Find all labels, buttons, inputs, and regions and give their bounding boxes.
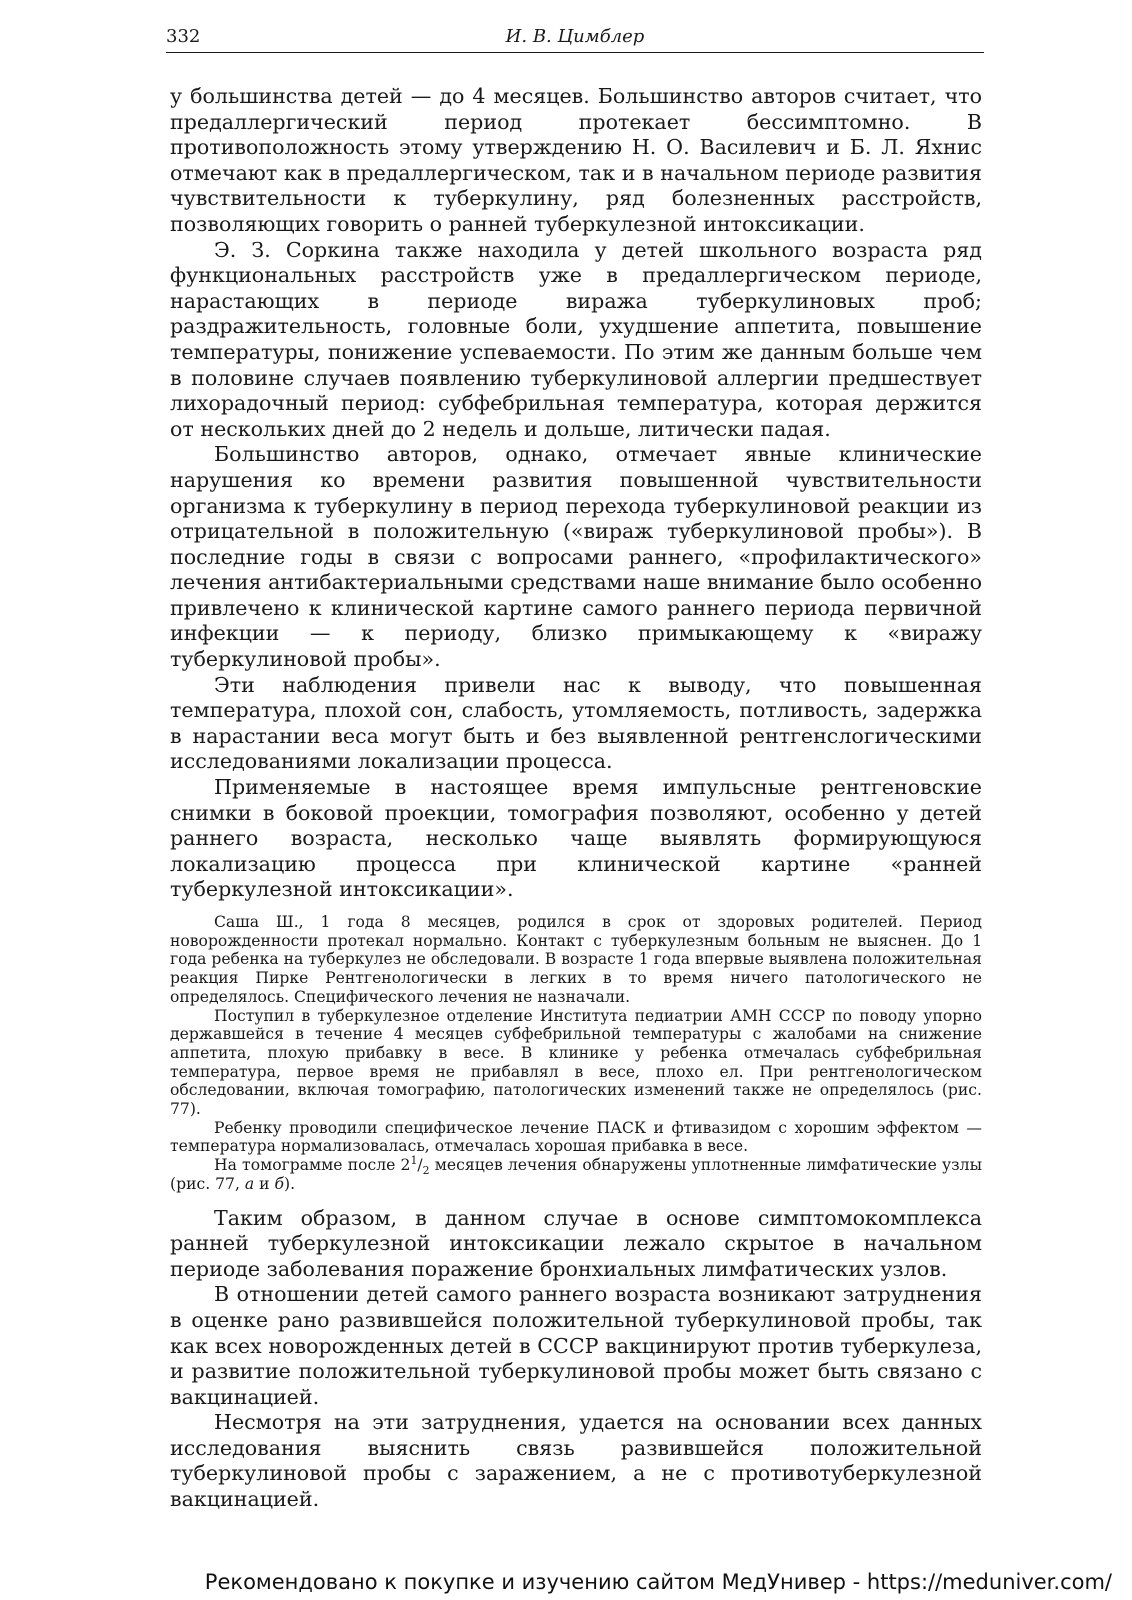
paragraph: Несмотря на эти затруднения, удается на основании всех данных исследования выяснить связь развившейся положительной туберкулиновой пробы с заражением, а не с противотуберкулезной вакцинацией. bbox=[170, 1410, 982, 1512]
page-number: 332 bbox=[166, 26, 201, 47]
case-text: ). bbox=[284, 1174, 296, 1193]
running-title: И. В. Цимблер bbox=[505, 26, 645, 47]
paragraph: Таким образом, в данном случае в основе симптомокомплекса ранней туберкулезной интоксикации лежало скрытое в начальном периоде заболевания поражение бронхиальных лимфатических узлов. bbox=[170, 1205, 982, 1281]
fraction-slash: / bbox=[417, 1156, 423, 1175]
paragraph: Большинство авторов, однако, отмечает явные клинические нарушения ко времени развития повышенной чувствительности организма к туберкулину в период перехода туберкулиновой реакции из отрицательной в положительную («вираж туберкулиновой пробы»). В последние годы в связи с вопросами раннего, «профилактического» лечения антибактериальными средствами наше внимание было особенно привлечено к клинической картине самого раннего периода первичной инфекции — к периоду, близко примыкающему к «виражу туберкулиновой пробы». bbox=[170, 442, 982, 672]
page-body bbox=[170, 84, 982, 1513]
case-report bbox=[170, 913, 982, 1194]
paragraph: Применяемые в настоящее время импульсные рентгеновские снимки в боковой проекции, томография позволяют, особенно у детей раннего возраста, несколько чаще выявлять формирующуюся локализацию процесса при клинической картине «ранней туберкулезной интоксикации». bbox=[170, 775, 982, 902]
case-paragraph-final bbox=[170, 1153, 982, 1193]
paragraph: у большинства детей — до 4 месяцев. Большинство авторов считает, что предаллергический период протекает бессимптомно. В противоположность этому утверждению Н. О. Василевич и Б. Л. Яхнис отмечают как в предаллергическом, так и в начальном периоде развития чувствительности к туберкулину, ряд болезненных расстройств, позволяющих говорить о ранней туберкулезной интоксикации. bbox=[170, 84, 982, 236]
case-text: месяцев лечения обнаружены уплотненные лимфатические узлы (рис. 77, bbox=[170, 1156, 982, 1193]
case-text: На томограмме после 2 bbox=[214, 1156, 411, 1175]
watermark-link[interactable]: Рекомендовано к покупке и изучению сайтом МедУнивер - https://meduniver.com/ bbox=[204, 1570, 1112, 1594]
case-paragraph: Саша Ш., 1 года 8 месяцев, родился в срок от здоровых родителей. Период новорожденности протекал нормально. Контакт с туберкулезным больным не выяснен. До 1 года ребенка на туберкулез не обследовали. В возрасте 1 года впервые выявлена положительная реакция Пирке Рентгенологически в легких в то время ничего патологического не определялось. Специфического лечения не назначали. bbox=[170, 913, 982, 1006]
case-paragraph: Поступил в туберкулезное отделение Института педиатрии АМН СССР по поводу упорно державшейся в течение 4 месяцев субфебрильной температуры с жалобами на снижение аппетита, плохую прибавку в весе. В клинике у ребенка отмечалась субфебрильная температура, первое время не прибавлял в весе, плохо ел. При рентгенологическом обследовании, включая томографию, патологических изменений также не определялось (рис. 77). bbox=[170, 1006, 982, 1119]
case-text: и bbox=[254, 1174, 275, 1193]
figure-ref-a: а bbox=[244, 1174, 255, 1193]
figure-ref-b: б bbox=[274, 1174, 285, 1193]
case-paragraph: Ребенку проводили специфическое лечение ПАСК и фтивазидом с хорошим эффектом — температура нормализовалась, отмечалась хорошая прибавка в весе. bbox=[170, 1118, 982, 1156]
paragraph: Эти наблюдения привели нас к выводу, что повышенная температура, плохой сон, слабость, утомляемость, потливость, задержка в нарастании веса могут быть и без выявленной рентгенслогическими исследованиями локализации процесса. bbox=[170, 672, 982, 774]
fraction-numerator: 1 bbox=[410, 1153, 418, 1167]
paragraph: В отношении детей самого раннего возраста возникают затруднения в оценке рано развившейся положительной туберкулиновой пробы, так как всех новорожденных детей в СССР вакцинируют против туберкулеза, и развитие положительной туберкулиновой пробы может быть связано с вакцинацией. bbox=[170, 1282, 982, 1409]
fraction-denominator: 2 bbox=[422, 1164, 430, 1178]
running-header bbox=[166, 22, 984, 53]
paragraph: Э. З. Соркина также находила у детей школьного возраста ряд функциональных расстройств уже в предаллергическом периоде, нарастающих в периоде виража туберкулиновых проб; раздражительность, головные боли, ухудшение аппетита, повышение температуры, понижение успеваемости. По этим же данным больше чем в половине случаев появлению туберкулиновой аллергии предшествует лихорадочный период: субфебрильная температура, которая держится от нескольких дней до 2 недель и дольше, литически падая. bbox=[170, 237, 982, 441]
